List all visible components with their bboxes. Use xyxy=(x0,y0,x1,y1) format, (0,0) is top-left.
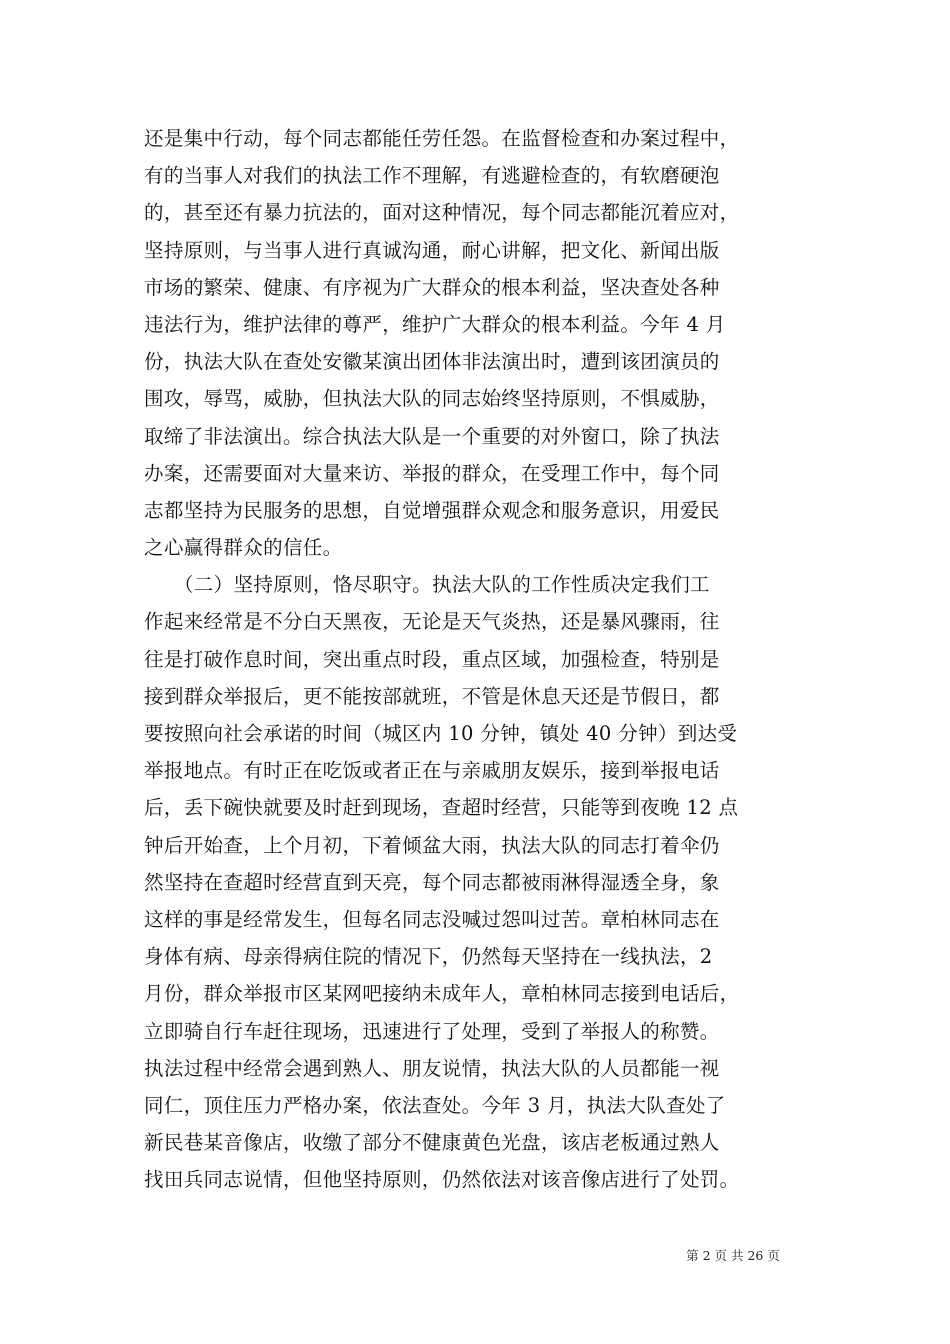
text-line: 举报地点。有时正在吃饭或者正在与亲戚朋友娱乐，接到举报电话 xyxy=(144,759,720,783)
text-line: 志都坚持为民服务的思想，自觉增强群众观念和服务意识，用爱民 xyxy=(144,498,720,522)
document-body xyxy=(144,120,824,1198)
text-line: 月份，群众举报市区某网吧接纳未成年人，章柏林同志接到电话后， xyxy=(144,982,740,1006)
text-line: 份，执法大队在查处安徽某演出团体非法演出时，遭到该团演员的 xyxy=(144,350,720,374)
text-line: 的，甚至还有暴力抗法的，面对这种情况，每个同志都能沉着应对， xyxy=(144,201,740,225)
text-line: 新民巷某音像店，收缴了部分不健康黄色光盘，该店老板通过熟人 xyxy=(144,1131,720,1155)
text-line: 执法过程中经常会遇到熟人、朋友说情，执法大队的人员都能一视 xyxy=(144,1056,720,1080)
text-line: 钟后开始查，上个月初，下着倾盆大雨，执法大队的同志打着伞仍 xyxy=(144,833,720,857)
text-line: 围攻，辱骂，威胁，但执法大队的同志始终坚持原则，不惧威胁， xyxy=(144,387,720,411)
page-number: 第 2 页 共 26 页 xyxy=(686,1248,780,1263)
text-line: 之心赢得群众的信任。 xyxy=(144,536,343,560)
text-line: （二）坚持原则，恪尽职守。执法大队的工作性质决定我们工 xyxy=(144,573,710,597)
text-line: 找田兵同志说情，但他坚持原则，仍然依法对该音像店进行了处罚。 xyxy=(144,1168,740,1192)
text-line: 后，丢下碗快就要及时赶到现场，查超时经营，只能等到夜晚 12 点 xyxy=(144,796,739,820)
text-line: 市场的繁荣、健康、有序视为广大群众的根本利益，坚决查处各种 xyxy=(144,275,720,299)
text-line: 身体有病、母亲得病住院的情况下，仍然每天坚持在一线执法，2 xyxy=(144,945,713,969)
text-line: 作起来经常是不分白天黑夜，无论是天气炎热，还是暴风骤雨，往 xyxy=(144,610,720,634)
text-line: 这样的事是经常发生，但每名同志没喊过怨叫过苦。章柏林同志在 xyxy=(144,907,720,931)
text-line: 有的当事人对我们的执法工作不理解，有逃避检查的，有软磨硬泡 xyxy=(144,164,720,188)
page-footer xyxy=(0,1246,950,1264)
text-line: 还是集中行动，每个同志都能任劳任怨。在监督检查和办案过程中， xyxy=(144,127,740,150)
text-line: 同仁，顶住压力严格办案，依法查处。今年 3 月，执法大队查处了 xyxy=(144,1093,726,1117)
text-line: 接到群众举报后，更不能按部就班，不管是休息天还是节假日，都 xyxy=(144,684,720,708)
text-line: 立即骑自行车赶往现场，迅速进行了处理，受到了举报人的称赞。 xyxy=(144,1019,720,1043)
text-line: 办案，还需要面对大量来访、举报的群众，在受理工作中，每个同 xyxy=(144,461,720,485)
text-line: 取缔了非法演出。综合执法大队是一个重要的对外窗口，除了执法 xyxy=(144,424,720,448)
text-line: 要按照向社会承诺的时间（城区内 10 分钟，镇处 40 分钟）到达受 xyxy=(144,722,738,745)
text-line: 违法行为，维护法律的尊严，维护广大群众的根本利益。今年 4 月 xyxy=(144,312,726,336)
text-line: 坚持原则，与当事人进行真诚沟通，耐心讲解，把文化、新闻出版 xyxy=(144,238,720,262)
text-line: 然坚持在查超时经营直到天亮，每个同志都被雨淋得湿透全身，象 xyxy=(144,870,720,894)
text-line: 往是打破作息时间，突出重点时段，重点区域，加强检查，特别是 xyxy=(144,647,720,671)
